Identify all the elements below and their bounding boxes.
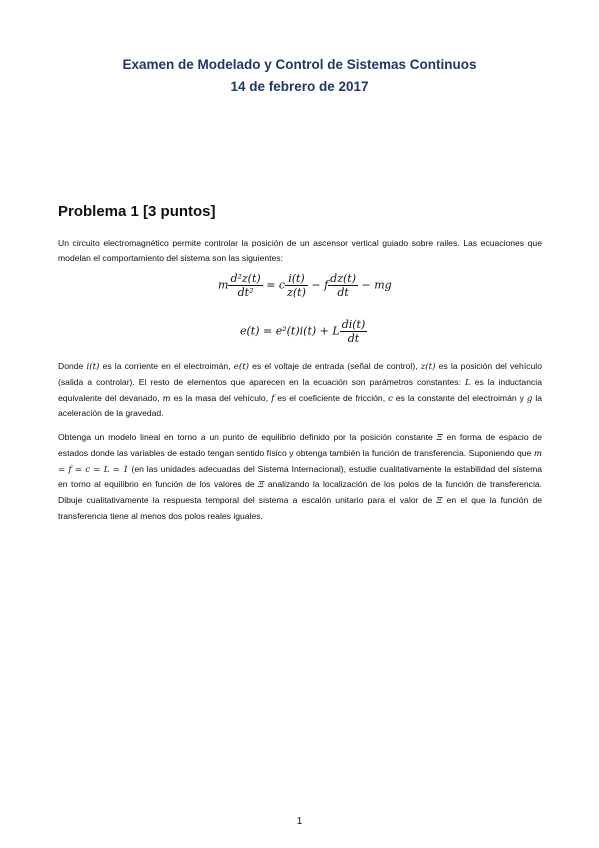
eq1-eq-c: = c	[266, 278, 286, 292]
p2-text: es la posición del vehículo (salida a controlar). El resto de elementos que aparecen en la ecuación son parámetros constantes:	[58, 361, 542, 387]
problem-intro: Un circuito electromagnético permite controlar la posición de un ascensor vertical guiado sobre railes. Las ecuaciones que modelan el comportamiento del sistema son las siguientes:	[58, 238, 542, 263]
p2-var: g	[526, 393, 533, 404]
p3-var: Ξ	[258, 480, 265, 491]
eq1-tail: − mg	[361, 278, 392, 292]
p2-var: f	[271, 393, 275, 404]
p2-text: es la masa del vehículo,	[173, 392, 269, 403]
p3-text: en forma de espacio de estados donde las variables de estado tengan sentido físico y obtenga también la función de transferencia. Suponiendo que	[58, 432, 542, 458]
p3-text: analizando la localización de los polos de la función de transferencia. Dibuje cualitativamente la respuesta temporal del sistema a escalón unitario para el valor de	[58, 479, 543, 506]
p3-var: m = f = c = L = 1	[58, 448, 542, 475]
eq2-fraction	[340, 318, 368, 345]
task-description	[58, 430, 542, 524]
eq1-lhs-fraction	[228, 272, 262, 299]
exam-title: Examen de Modelado y Control de Sistemas Continuos	[122, 57, 477, 72]
p2-text: es el coeficiente de fricción,	[277, 392, 386, 403]
problem-heading: Problema 1 [3 puntos]	[58, 203, 216, 220]
p2-var: c	[388, 393, 393, 404]
eq2-den: dt	[347, 332, 360, 345]
eq1-lhs-den: dt²	[237, 286, 254, 299]
equation-electrical	[240, 318, 367, 345]
p3-var: Ξ	[436, 433, 443, 443]
eq1-t1-den: z(t)	[287, 286, 306, 299]
equation-dynamics	[218, 272, 392, 299]
eq1-term2-fraction	[328, 272, 358, 299]
variables-description	[58, 359, 542, 421]
eq1-t2-den: dt	[337, 286, 349, 299]
exam-date: 14 de febrero de 2017	[230, 79, 369, 94]
eq1-t1-num: i(t)	[285, 272, 308, 286]
eq1-lhs-num: d²z(t)	[230, 272, 261, 285]
p2-text: la aceleración de la gravedad.	[58, 392, 543, 419]
p2-text: es la constante del electroimán y	[395, 392, 524, 403]
p3-text: (en las unidades adecuadas del Sistema Internacional), estudie cualitativamente la estabilidad del sistema en torno al equilibrio en función de los valores de	[58, 463, 543, 490]
eq1-minus-f: − f	[311, 278, 329, 292]
page-number: 1	[296, 816, 303, 827]
p2-var: L	[464, 377, 471, 388]
eq1-term1-fraction	[285, 272, 308, 299]
p3-text: en el que la función de transferencia tiene al menos dos polos reales iguales.	[58, 495, 543, 521]
eq2-num: di(t)	[341, 318, 366, 331]
p3-var: Ξ	[436, 496, 443, 507]
p3-text: Obtenga un modelo lineal en torno a un punto de equilibrio definido por la posición constante	[58, 432, 433, 442]
p2-text: es la corriente en el electroimán,	[102, 361, 231, 371]
eq1-t2-num: dz(t)	[330, 272, 357, 285]
p2-text: es la inductancia equivalente del devanado,	[58, 376, 542, 403]
eq2-lhs: e(t) = e²(t)i(t) + L	[240, 324, 340, 338]
p2-var: m	[162, 393, 171, 404]
eq1-lhs-coef: m	[218, 278, 229, 292]
p2-var: i(t)	[86, 362, 100, 372]
p2-var: z(t)	[420, 362, 436, 372]
p2-var: e(t)	[233, 362, 250, 372]
p2-text: Donde	[58, 361, 84, 371]
p2-text: es el voltaje de entrada (señal de control),	[252, 361, 418, 371]
